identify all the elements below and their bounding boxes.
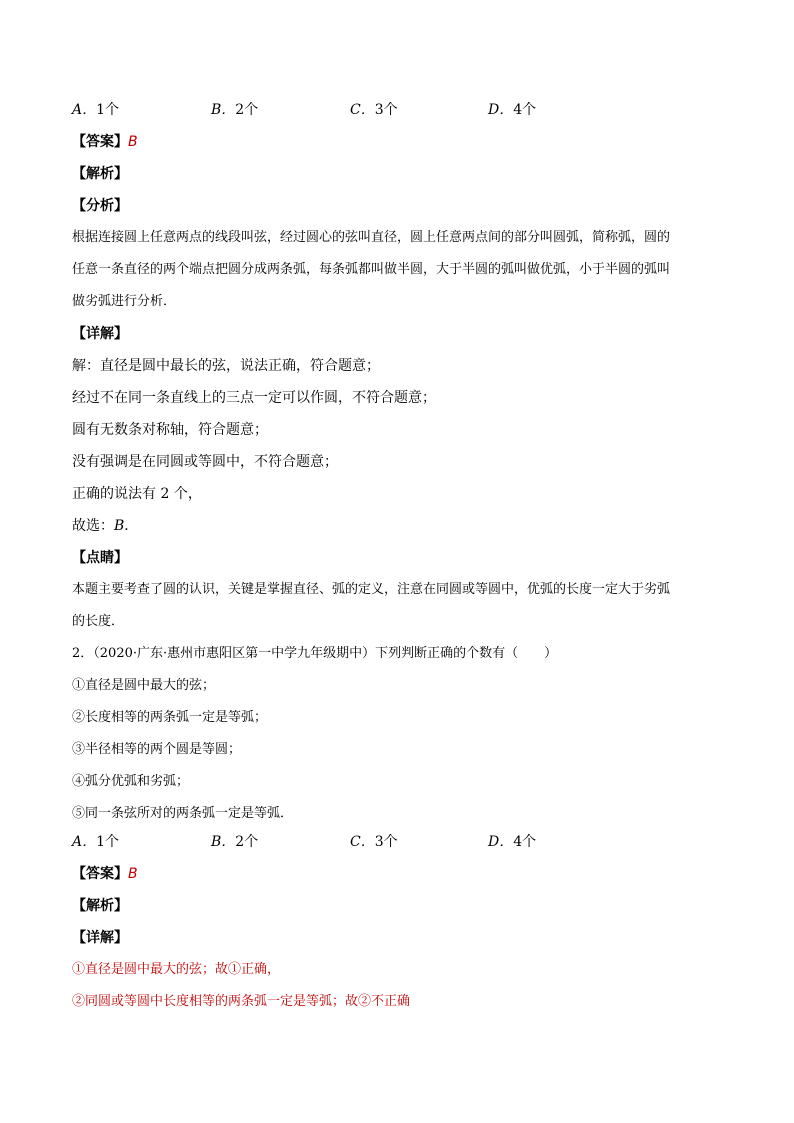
q2-item: ④弧分优弧和劣弧； xyxy=(72,774,190,789)
q1-answer: 【答案】B xyxy=(72,134,138,150)
q2-item: ②长度相等的两条弧一定是等弧； xyxy=(72,710,268,725)
q1-dianjing-heading: 【点睛】 xyxy=(72,550,128,566)
q2-option-a: A．1个 xyxy=(72,834,120,850)
q1-dianjing-line: 本题主要考查了圆的认识，关键是掌握直径、弧的定义，注意在同圆或等圆中，优弧的长度一定大于劣弧 xyxy=(72,582,671,597)
q2-stem: 2．（2020·广东·惠州市惠阳区第一中学九年级期中）下列判断正确的个数有（ ） xyxy=(72,646,558,661)
q1-xiangjie-heading: 【详解】 xyxy=(72,326,128,342)
q1-fenxi-line: 任意一条直径的两个端点把圆分成两条弧，每条弧都叫做半圆，大于半圆的弧叫做优弧，小于半圆的弧叫 xyxy=(72,262,671,277)
q2-item: ①直径是圆中最大的弦； xyxy=(72,678,216,693)
q1-dianjing-line: 的长度． xyxy=(72,614,125,629)
q1-option-d: D．4个 xyxy=(488,102,537,118)
q2-jiexi-heading: 【解析】 xyxy=(72,898,128,914)
q2-item: ③半径相等的两个圆是等圆； xyxy=(72,742,242,757)
q1-fenxi-line: 做劣弧进行分析． xyxy=(72,294,177,309)
q2-xiangjie-heading: 【详解】 xyxy=(72,930,128,946)
q2-detail-line: ①直径是圆中最大的弦；故①正确， xyxy=(72,962,281,977)
q2-option-c: C．3个 xyxy=(350,834,398,850)
q1-fenxi-heading: 【分析】 xyxy=(72,198,128,214)
q2-item: ⑤同一条弦所对的两条弧一定是等弧． xyxy=(72,806,294,821)
q1-detail-line: 经过不在同一条直线上的三点一定可以作圆，不符合题意； xyxy=(72,390,436,406)
q1-fenxi-line: 根据连接圆上任意两点的线段叫弦，经过圆心的弦叫直径，圆上任意两点间的部分叫圆弧，简称弧，圆的 xyxy=(72,230,671,245)
q1-detail-line: 圆有无数条对称轴，符合题意； xyxy=(72,422,268,438)
q1-choose-line: 故选：B． xyxy=(72,518,139,534)
q1-count-line: 正确的说法有 2 个， xyxy=(72,486,202,502)
q2-detail-line: ②同圆或等圆中长度相等的两条弧一定是等弧；故②不正确 xyxy=(72,994,411,1009)
q1-jiexi-heading: 【解析】 xyxy=(72,166,128,182)
q1-option-a: A．1个 xyxy=(72,102,120,118)
q1-option-b: B．2个 xyxy=(211,102,259,118)
q2-option-d: D．4个 xyxy=(488,834,537,850)
q2-answer: 【答案】B xyxy=(72,866,138,882)
q2-option-b: B．2个 xyxy=(211,834,259,850)
q1-detail-line: 解：直径是圆中最长的弦，说法正确，符合题意； xyxy=(72,358,380,374)
q1-detail-line: 没有强调是在同圆或等圆中，不符合题意； xyxy=(72,454,338,470)
q1-option-c: C．3个 xyxy=(350,102,398,118)
